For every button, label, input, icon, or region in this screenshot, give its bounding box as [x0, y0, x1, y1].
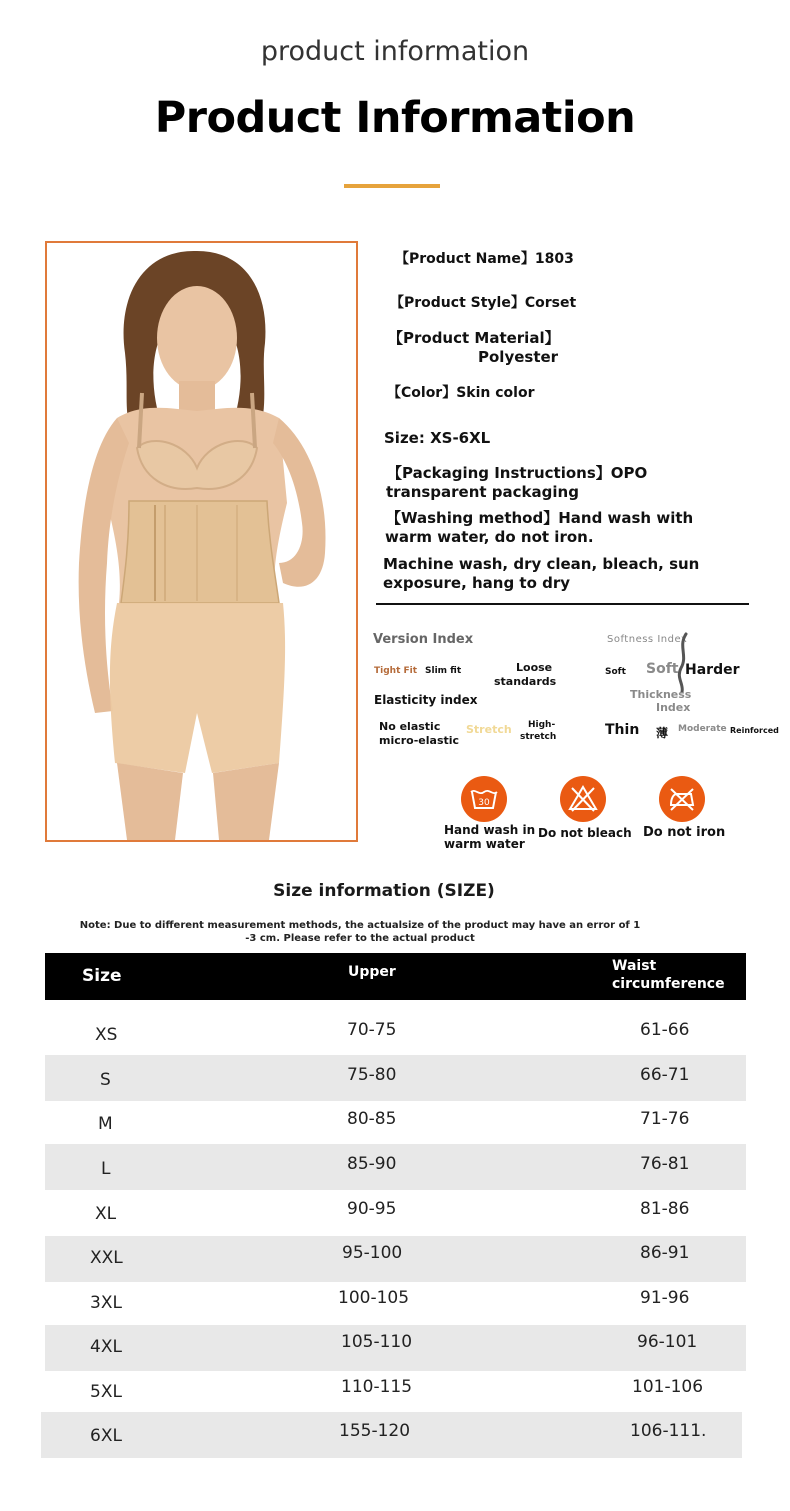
cell-upper: 85-90 [347, 1154, 397, 1174]
hand-wash-temp: 30 [478, 798, 490, 808]
spec-color: 【Color】Skin color [387, 385, 535, 401]
table-row [45, 1236, 746, 1282]
softness-index-title: Softness Index [607, 634, 688, 645]
cell-upper: 70-75 [347, 1020, 397, 1040]
table-row [45, 1325, 746, 1371]
title-accent-divider [344, 184, 440, 188]
elasticity-stretch: Stretch [466, 723, 512, 736]
softness-soft-small: Soft [605, 667, 626, 677]
cell-upper: 105-110 [341, 1332, 413, 1352]
cell-size: L [101, 1159, 111, 1179]
care-label-hand-wash-line-1: Hand wash in [444, 823, 536, 837]
cell-waist: 101-106 [632, 1377, 704, 1397]
cell-upper: 75-80 [347, 1065, 397, 1085]
spec-material-value: Polyester [478, 348, 559, 366]
thickness-index-line-2: Index [656, 701, 691, 714]
size-note-line-2: -3 cm. Please refer to the actual product [245, 933, 475, 944]
cell-size: XS [95, 1025, 118, 1045]
col-header-size: Size [82, 966, 122, 986]
size-table-header [45, 953, 746, 1000]
table-row [45, 1055, 746, 1101]
cell-size: 3XL [90, 1293, 122, 1313]
table-row [45, 1281, 746, 1327]
cell-upper: 155-120 [339, 1421, 411, 1441]
care-label-do-not-iron: Do not iron [643, 825, 726, 840]
cell-upper: 110-115 [341, 1377, 413, 1397]
version-slim-fit: Slim fit [425, 666, 462, 676]
version-loose-line-1: Loose [516, 661, 553, 674]
cell-waist: 106-111. [630, 1421, 707, 1441]
table-row [45, 1010, 746, 1056]
spec-packaging-line-1: 【Packaging Instructions】OPO [387, 464, 648, 482]
care-label-hand-wash-line-2: warm water [444, 837, 525, 851]
table-row [45, 1144, 746, 1190]
cell-size: 5XL [90, 1382, 122, 1402]
cell-waist: 66-71 [640, 1065, 690, 1085]
spec-product-name: 【Product Name】1803 [395, 251, 574, 267]
thickness-thin: Thin [605, 722, 640, 738]
cell-size: S [100, 1070, 111, 1090]
size-note [70, 919, 650, 945]
cell-waist: 91-96 [640, 1288, 690, 1308]
version-loose-line-2: standards [494, 675, 557, 688]
do-not-bleach-icon [560, 776, 606, 822]
table-row [45, 1370, 746, 1416]
elasticity-no-elastic: No elastic [379, 720, 441, 733]
cell-size: M [98, 1114, 113, 1134]
cell-size: 4XL [90, 1337, 122, 1357]
care-label-do-not-bleach: Do not bleach [538, 826, 632, 840]
elasticity-high-line-2: stretch [520, 732, 557, 742]
spec-washing-line-2: warm water, do not iron. [385, 528, 594, 546]
elasticity-index-title: Elasticity index [374, 693, 478, 707]
cell-upper: 95-100 [342, 1243, 403, 1263]
cell-upper: 100-105 [338, 1288, 410, 1308]
spec-material-label: 【Product Material】 [388, 329, 560, 347]
elasticity-micro-elastic: micro-elastic [379, 734, 460, 747]
cell-size: 6XL [90, 1426, 122, 1446]
cell-size: XXL [90, 1248, 123, 1268]
col-header-waist-line-1: Waist [612, 958, 657, 974]
cell-waist: 61-66 [640, 1020, 690, 1040]
thickness-reinforced: Reinforced [730, 726, 779, 735]
spec-packaging-line-2: transparent packaging [386, 483, 579, 501]
cell-upper: 90-95 [347, 1199, 397, 1219]
col-header-upper: Upper [348, 964, 396, 980]
hand-wash-30-icon [461, 776, 507, 822]
size-note-line-1: Note: Due to different measurement methods, the actualsize of the product may have an error of 1 [79, 920, 641, 931]
spec-size: Size: XS-6XL [384, 429, 491, 447]
spec-washing-line-1: 【Washing method】Hand wash with [386, 509, 694, 527]
spec-product-style: 【Product Style】Corset [390, 295, 577, 311]
table-row [41, 1412, 742, 1458]
thickness-thin-char: 薄 [656, 726, 669, 740]
thickness-index-line-1: Thickness [630, 688, 692, 701]
col-header-waist-line-2: circumference [612, 976, 725, 992]
cell-waist: 71-76 [640, 1109, 690, 1129]
page-subtitle: product information [260, 36, 530, 67]
cell-waist: 86-91 [640, 1243, 690, 1263]
elasticity-high-line-1: High- [528, 720, 556, 730]
cell-upper: 80-85 [347, 1109, 397, 1129]
spec-machine-line-2: exposure, hang to dry [383, 574, 571, 592]
cell-waist: 81-86 [640, 1199, 690, 1219]
page-title: Product Information [154, 93, 636, 143]
cell-waist: 76-81 [640, 1154, 690, 1174]
thickness-moderate: Moderate [678, 724, 727, 734]
product-model-illustration [47, 243, 356, 840]
cell-size: XL [95, 1204, 117, 1224]
softness-harder: Harder [685, 662, 740, 678]
product-photo-frame [45, 241, 358, 842]
version-index-title: Version Index [373, 632, 474, 647]
cell-waist: 96-101 [637, 1332, 698, 1352]
size-info-heading: Size information (SIZE) [273, 881, 495, 901]
do-not-iron-icon [659, 776, 705, 822]
spec-divider [376, 603, 749, 605]
table-row [45, 1189, 746, 1235]
spec-machine-line-1: Machine wash, dry clean, bleach, sun [383, 555, 700, 573]
version-tight-fit: Tight Fit [374, 666, 418, 676]
table-row [45, 1099, 746, 1145]
softness-soft: Soft [646, 661, 679, 677]
